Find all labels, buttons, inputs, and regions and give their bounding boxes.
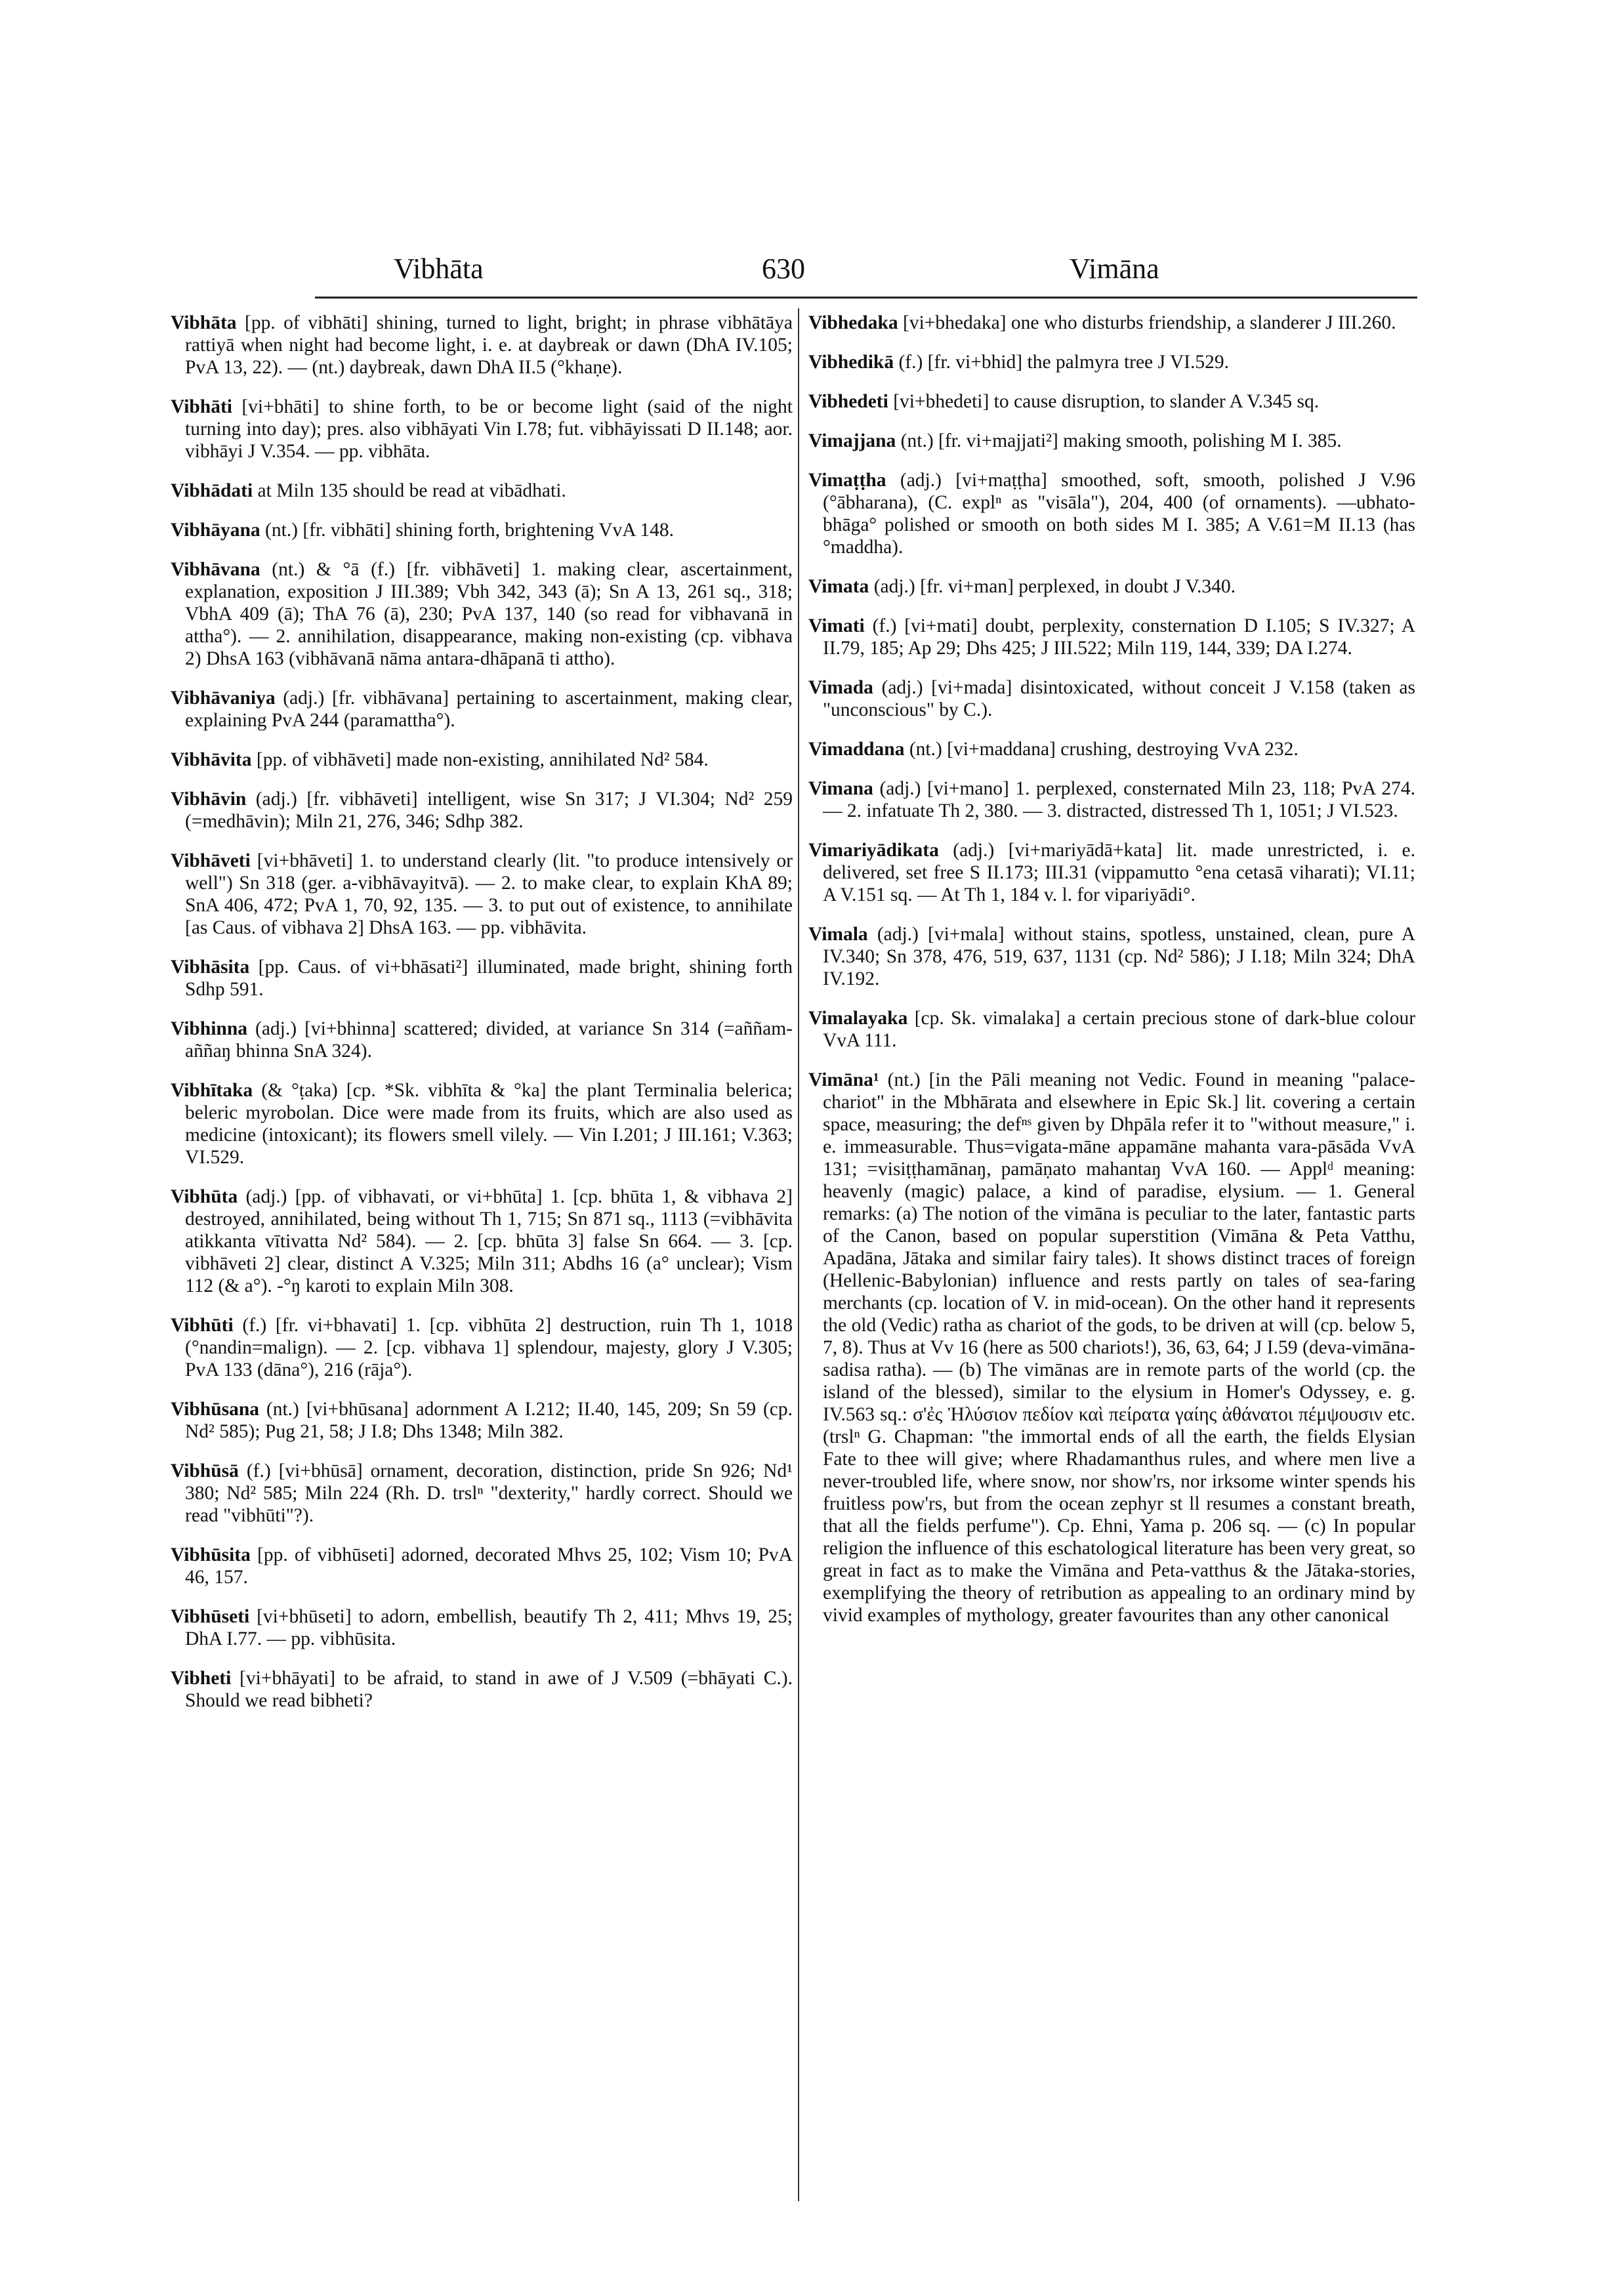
entry-text: (adj.) [fr. vi+man] perplexed, in doubt J V.340. (873, 576, 1236, 597)
dictionary-entry (171, 480, 793, 502)
dictionary-entry (808, 923, 1415, 990)
entry-text: (adj.) [fr. vibhāvana] pertaining to ascertainment, making clear, explaining PvA 244 (paramattha°). (185, 688, 793, 731)
entry-headword: Vibhūta (171, 1186, 238, 1207)
entry-text: [vi+bhāveti] 1. to understand clearly (lit. "to produce intensively or well") Sn 318 (ger. a-vibhāvayitvā). — 2. to make clear, to explain KhA 89; SnA 406, 472; PvA 1, 70, 92, 135. — 3. to put out of existence, to annihilate [as Caus. of vibhava 2] DhsA 163. — pp. vibhāvita. (185, 850, 793, 938)
entry-text: (adj.) [vi+mariyādā+kata] lit. made unrestricted, i. e. delivered, set free S II.173; III.31 (vippamutto °ena cetasā viharati); VI.11; A V.151 sq. — At Th 1, 184 v. l. for vipariyādi°. (823, 840, 1415, 905)
entry-headword: Vibhāveti (171, 850, 251, 871)
entry-text: (f.) [fr. vi+bhid] the palmyra tree J VI.529. (898, 352, 1229, 373)
dictionary-entry (808, 777, 1415, 822)
entry-text: (adj.) [vi+maṭṭha] smoothed, soft, smooth, polished J V.96 (°ābharana), (C. explⁿ as "visāla"), 204, 400 (of ornaments). —ubhato-bhāga° polished or smooth on both sides M I. 385; A V.61=M II.13 (has °maddha). (823, 470, 1415, 558)
entry-headword: Vibhinna (171, 1018, 247, 1039)
entry-text: [pp. of vibhāti] shining, turned to light, bright; in phrase vibhātāya rattiyā when night had become light, i. e. at daybreak or dawn (DhA IV.105; PvA 13, 22). — (nt.) daybreak, dawn DhA II.5 (°khaṇe). (185, 312, 793, 378)
entry-headword: Vibhedeti (808, 391, 888, 412)
dictionary-entry (171, 1460, 793, 1527)
dictionary-entry (808, 469, 1415, 558)
page-number: 630 (762, 253, 805, 285)
entry-text: (adj.) [pp. of vibhavati, or vi+bhūta] 1. [cp. bhūta 1, & vibhava 2] destroyed, annihilated, being without Th 1, 715; Sn 871 sq., 1113 (=vibhāvita atikkanta vītivatta Nd² 584). — 2. [cp. bhūta 3] false Sn 664. — 3. [cp. vibhāveti 2] clear, distinct A V.325; Miln 311; Abdhs 16 (a° unclear); Vism 112 (& a°). -°ŋ karoti to explain Miln 308. (185, 1186, 793, 1296)
entry-text: [vi+bhāti] to shine forth, to be or become light (said of the night turning into day); pres. also vibhāyati Vin I.78; fut. vibhāyissati D II.148; aor. vibhāyi J V.354. — pp. vibhāta. (185, 396, 793, 462)
dictionary-entry (808, 615, 1415, 659)
entry-text: [vi+bhedaka] one who disturbs friendship, a slanderer J III.260. (903, 312, 1396, 333)
entry-headword: Vimalayaka (808, 1008, 908, 1029)
dictionary-entry (171, 1186, 793, 1297)
entry-headword: Vibhāsita (171, 957, 250, 978)
entry-headword: Vibhāvita (171, 749, 252, 770)
entry-text: (adj.) [fr. vibhāveti] intelligent, wise Sn 317; J VI.304; Nd² 259 (=medhāvin); Miln 21, 276, 346; Sdhp 382. (185, 789, 793, 832)
dictionary-entry (171, 1314, 793, 1381)
dictionary-entry (171, 1544, 793, 1588)
entry-text: (nt.) [fr. vi+majjati²] making smooth, polishing M I. 385. (900, 430, 1342, 451)
dictionary-entry (808, 351, 1415, 373)
entry-text: (f.) [vi+mati] doubt, perplexity, consternation D I.105; S IV.327; A II.79, 185; Ap 29; Dhs 425; J III.522; Miln 119, 144, 339; DA I.274. (823, 615, 1416, 659)
entry-headword: Vibhūti (171, 1315, 234, 1336)
entry-text: (adj.) [vi+mada] disintoxicated, without conceit J V.158 (taken as "unconscious" by C.). (823, 677, 1416, 720)
left-column (171, 312, 793, 1729)
entry-text: [vi+bhūseti] to adorn, embellish, beautify Th 2, 411; Mhvs 19, 25; DhA I.77. — pp. vibhūsita. (185, 1606, 793, 1649)
entry-headword: Vibhītaka (171, 1080, 253, 1101)
entry-headword: Vibheti (171, 1668, 232, 1689)
entry-headword: Vibhūsana (171, 1399, 260, 1420)
dictionary-entry (808, 1069, 1415, 1626)
dictionary-entry (808, 1007, 1415, 1052)
dictionary-entry (171, 1605, 793, 1650)
entry-text: (f.) [fr. vi+bhavati] 1. [cp. vibhūta 2] destruction, ruin Th 1, 1018 (°nandin=malign). — 2. [cp. vibhava 1] splendour, majesty, glory J V.305; PvA 133 (dāna°), 216 (rāja°). (185, 1315, 793, 1380)
dictionary-entry (808, 575, 1415, 598)
dictionary-entry (171, 519, 793, 541)
entry-headword: Vibhāvana (171, 559, 260, 580)
dictionary-entry (808, 676, 1415, 721)
entry-headword: Vimana (808, 778, 873, 799)
entry-text: (& °ṭaka) [cp. *Sk. vibhīta & °ka] the plant Terminalia belerica; beleric myrobolan. Dice were made from its fruits, which are also used as medicine (intoxicant); its flowers smell vilely. — Vin I.201; J III.161; V.363; VI.529. (185, 1080, 793, 1168)
entry-text: (nt.) & °ā (f.) [fr. vibhāveti] 1. making clear, ascertainment, explanation, exposition J III.389; Vbh 342, 343 (ā); Sn A 13, 261 sq., 318; VbhA 409 (ā); ThA 76 (ā), 230; PvA 137, 140 (so read for vibhavanā in attha°). — 2. annihilation, disappearance, making non-existing (cp. vibhava 2) DhsA 163 (vibhāvanā nāma antara-dhāpanā ti attho). (185, 559, 793, 669)
dictionary-entry (171, 396, 793, 463)
entry-text: [pp. of vibhāveti] made non-existing, annihilated Nd² 584. (256, 749, 709, 770)
entry-headword: Vibhūseti (171, 1606, 250, 1627)
entry-text: (adj.) [vi+bhinna] scattered; divided, at variance Sn 314 (=aññam-aññaŋ bhinna SnA 324). (185, 1018, 793, 1062)
entry-headword: Vimāna¹ (808, 1069, 879, 1090)
running-head-right: Vimāna (1070, 253, 1159, 285)
entry-text: (adj.) [vi+mala] without stains, spotless, unstained, clean, pure A IV.340; Sn 378, 476, 519, 637, 1131 (cp. Nd² 586); J I.18; Miln 324; DhA IV.192. (823, 924, 1416, 989)
entry-text: (nt.) [vi+bhūsana] adornment A I.212; II.40, 145, 209; Sn 59 (cp. Nd² 585); Pug 21, 58; J I.8; Dhs 1348; Miln 382. (185, 1399, 793, 1442)
dictionary-entry (808, 738, 1415, 760)
entry-text: [pp. Caus. of vi+bhāsati²] illuminated, made bright, shining forth Sdhp 591. (185, 957, 793, 1000)
header-rule (315, 297, 1417, 299)
dictionary-entry (171, 1018, 793, 1062)
entry-text: (nt.) [fr. vibhāti] shining forth, brightening VvA 148. (265, 520, 674, 541)
dictionary-entry (171, 1667, 793, 1712)
entry-headword: Vibhedikā (808, 352, 894, 373)
entry-headword: Vibhāyana (171, 520, 260, 541)
entry-headword: Vibhāvin (171, 789, 247, 810)
entry-headword: Vibhāta (171, 312, 237, 333)
entry-text: (adj.) [vi+mano] 1. perplexed, consternated Miln 23, 118; PvA 274. — 2. infatuate Th 2, 380. — 3. distracted, distressed Th 1, 1051; J VI.523. (823, 778, 1416, 821)
dictionary-entry (171, 558, 793, 670)
entry-headword: Vimati (808, 615, 865, 636)
entry-text: (f.) [vi+bhūsā] ornament, decoration, distinction, pride Sn 926; Nd¹ 380; Nd² 585; Miln 224 (Rh. D. trslⁿ "dexterity," hardly correct. Should we read "vibhūti"?). (185, 1460, 793, 1526)
right-column (808, 312, 1415, 1644)
dictionary-entry (808, 430, 1415, 452)
dictionary-entry (808, 390, 1415, 413)
entry-text: (nt.) [in the Pāli meaning not Vedic. Found in meaning "palace-chariot" in the Mbhārata and elsewhere in Epic Sk.] lit. covering a certain space, measuring; the defⁿˢ given by Dhpāla refer it to "without measure," i. e. immeasurable. Thus=vigata-māne appamāne mahanta vara-pāsāda VvA 131; =visiṭṭhamānaŋ, pamāṇato mahantaŋ VvA 160. — Applᵈ meaning: heavenly (magic) palace, a kind of paradise, elysium. — 1. General remarks: (a) The notion of the vimāna is peculiar to the later, fantastic parts of the Canon, based on popular superstition (Vimāna & Peta Vatthu, Apadāna, Jātaka and similar fairy tales). It shows distinct traces of foreign (Hellenic-Babylonian) influence and rests partly on tales of sea-faring merchants (cp. location of V. in mid-ocean). On the other hand it represents the old (Vedic) ratha as chariot of the gods, to be driven at will (cp. below 5, 7, 8). Thus at Vv 16 (here as 500 chariots!), 36, 63, 64; J I.59 (deva-vimāna-sadisa ratha). — (b) The vimānas are in remote parts of the world (cp. the island of the blessed), similar to the elysium in Homer's Odyssey, e. g. IV.563 sq.: σ'ἐς Ἠλύσιον πεδίον καὶ πείρατα γαίης ἀθάνατοι πέμψουσιν etc. (trslⁿ G. Chapman: "the immortal ends of all the earth, the fields Elysian Fate to thee will give; where Rhadamanthus rules, and where men live a never-troubled life, where snow, nor show'rs, nor irksome winter spends his fruitless pow'rs, but from the ocean zephyr st ll resumes a constant breath, that all the fields perfume"). Cp. Ehni, Yama p. 206 sq. — (c) In popular religion the influence of this eschatological literature has been very great, so great in fact as to make the Vimāna and Peta-vatthus & the Jātaka-stories, exemplifying the theory of retribution as appealing to an ordinary mind by vivid examples of mythology, greater favourites than any other canonical (823, 1069, 1416, 1626)
entry-headword: Vibhādati (171, 480, 253, 501)
entry-headword: Vibhūsita (171, 1544, 251, 1565)
running-head-left: Vibhāta (394, 253, 484, 285)
entry-headword: Vimala (808, 924, 868, 945)
dictionary-entry (808, 312, 1415, 334)
dictionary-entry (171, 749, 793, 771)
entry-headword: Vimajjana (808, 430, 896, 451)
entry-headword: Vimariyādikata (808, 840, 939, 861)
dictionary-entry (171, 1079, 793, 1168)
dictionary-entry (171, 312, 793, 379)
entry-headword: Vibhedaka (808, 312, 898, 333)
dictionary-entry (171, 1398, 793, 1443)
entry-headword: Vibhāti (171, 396, 232, 417)
entry-headword: Vimaṭṭha (808, 470, 886, 491)
entry-text: (nt.) [vi+maddana] crushing, destroying VvA 232. (909, 739, 1299, 760)
entry-headword: Vimaddana (808, 739, 905, 760)
dictionary-entry (171, 687, 793, 732)
entry-text: [cp. Sk. vimalaka] a certain precious stone of dark-blue colour VvA 111. (823, 1008, 1416, 1051)
entry-text: [pp. of vibhūseti] adorned, decorated Mhvs 25, 102; Vism 10; PvA 46, 157. (185, 1544, 793, 1588)
dictionary-entry (808, 839, 1415, 906)
dictionary-entry (171, 956, 793, 1001)
column-separator (798, 308, 799, 2201)
dictionary-entry (171, 850, 793, 939)
entry-headword: Vimata (808, 576, 869, 597)
entry-headword: Vibhāvaniya (171, 688, 276, 709)
entry-headword: Vibhūsā (171, 1460, 239, 1481)
dictionary-entry (171, 788, 793, 833)
entry-headword: Vimada (808, 677, 873, 698)
entry-text: at Miln 135 should be read at vibādhati. (257, 480, 566, 501)
entry-text: [vi+bhāyati] to be afraid, to stand in awe of J V.509 (=bhāyati C.). Should we read bibheti? (185, 1668, 793, 1711)
entry-text: [vi+bhedeti] to cause disruption, to slander A V.345 sq. (893, 391, 1320, 412)
